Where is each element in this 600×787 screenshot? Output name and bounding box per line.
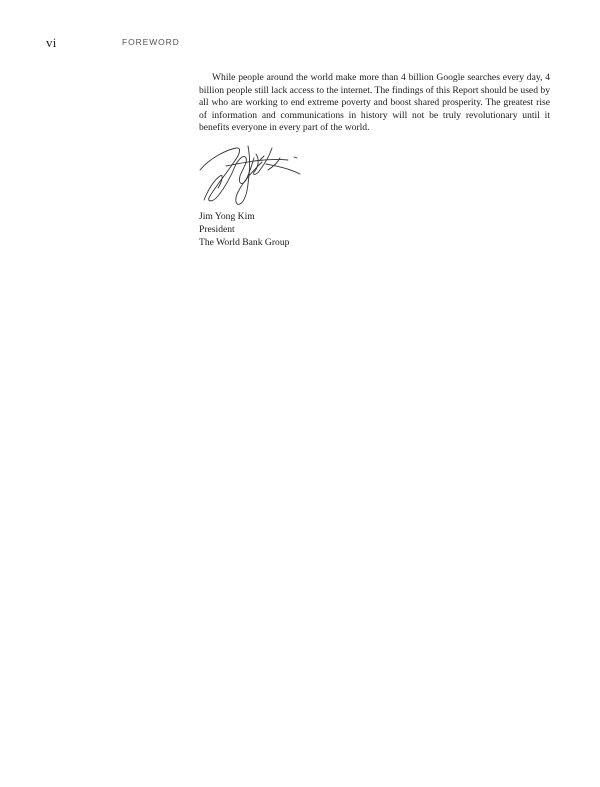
page-number: vi — [46, 35, 57, 50]
signoff-name: Jim Yong Kim — [199, 211, 255, 222]
signature-icon — [196, 140, 306, 206]
signoff-block — [199, 210, 289, 249]
foreword-paragraph: While people around the world make more than 4 billion Google searches every day, 4 billion people still lack access to the internet. The findings of this Report should be used by all who are working to end extreme poverty and boost shared prosperity. The greatest rise of information and communications in history will not be truly revolutionary until it benefits everyone in every part of the world. — [199, 72, 550, 134]
signoff-organization: The World Bank Group — [199, 237, 290, 248]
signoff-title: President — [199, 224, 235, 235]
section-label: FOREWORD — [122, 37, 180, 47]
